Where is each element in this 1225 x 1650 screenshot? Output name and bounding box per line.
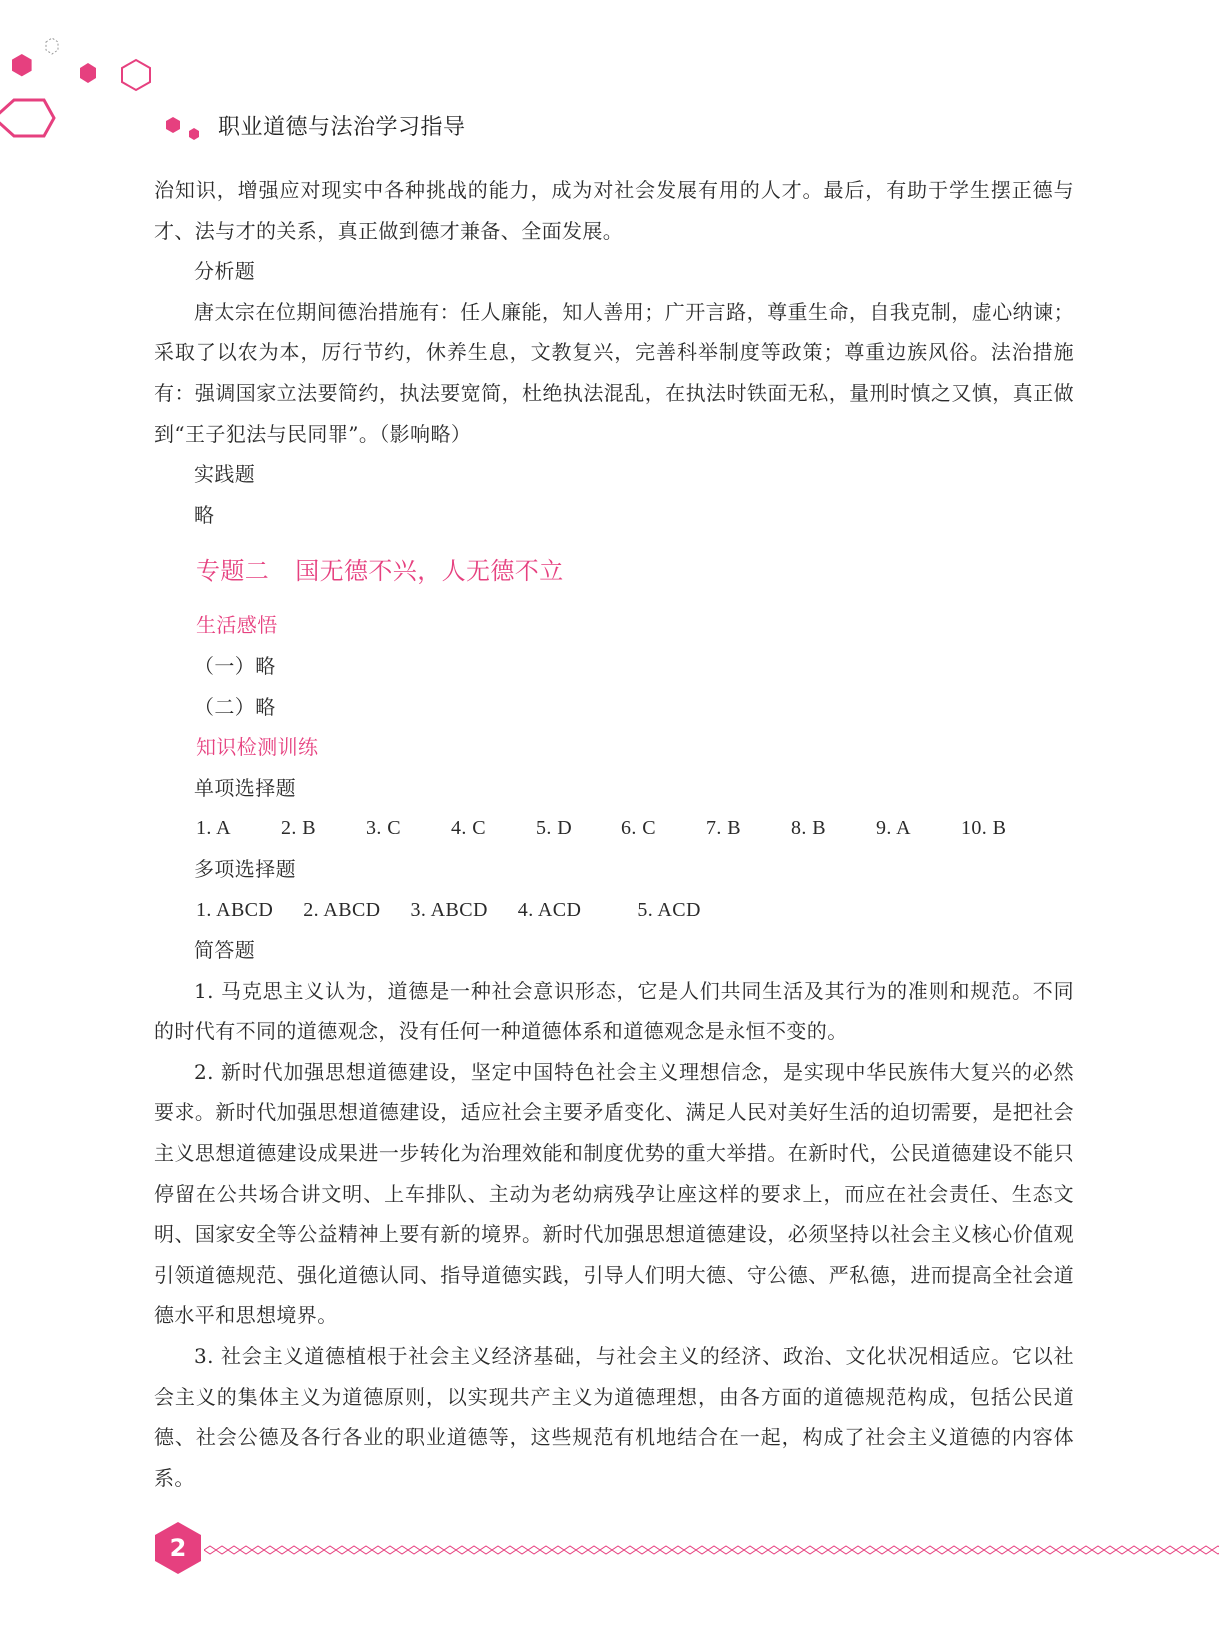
answer-item: 5. D [536,817,573,840]
answer-item: 5. ACD [637,898,701,921]
answer-item: 3. C [366,817,401,840]
chapter-title [196,545,1074,597]
analysis-answer: 唐太宗在位期间德治措施有：任人廉能，知人善用；广开言路，尊重生命，自我克制，虚心纳谏；采取了以农为本，厉行节约，休养生息，文教复兴，完善科举制度等政策；尊重边族风俗。法治措施有：强调国家立法要简约，执法要宽简，杜绝执法混乱，在执法时铁面无私，量刑时慎之又慎，真正做到“王子犯法与民同罪”。（影响略） [154,299,1074,446]
answer-item: 3. ABCD [410,898,488,921]
answer-item: 1. ABCD [196,898,274,921]
answer-item: 10. B [961,817,1007,840]
short-answer-heading: 简答题 [194,938,256,963]
knowledge-section-heading: 知识检测训练 [196,735,319,760]
short-answer-1: 1. 马克思主义认为，道德是一种社会意识形态，它是人们共同生活及其行为的准则和规范。不同的时代有不同的道德观念，没有任何一种道德体系和道德观念是永恒不变的。 [154,978,1074,1044]
answer-item: 6. C [621,817,656,840]
short-answer-3: 3. 社会主义道德植根于社会主义经济基础，与社会主义的经济、政治、文化状况相适应。它以社会主义的集体主义为道德原则，以实现共产主义为道德理想，由各方面的道德规范构成，包括公民道德、社会公德及各行各业的职业道德等，这些规范有机地结合在一起，构成了社会主义道德的内容体系。 [154,1344,1074,1490]
multi-choice-heading: 多项选择题 [194,856,296,881]
answer-item: 2. ABCD [303,898,381,921]
multi-choice-answers [154,890,1074,931]
answer-item: 8. B [791,817,826,840]
chapter-number: 专题二 [196,557,270,586]
answer-item: 4. C [451,817,486,840]
page-number-badge [150,1520,206,1576]
life-item: （二）略 [194,694,276,719]
answer-item: 9. A [876,817,911,840]
running-header-title: 职业道德与法治学习指导 [218,115,466,140]
answer-item: 7. B [706,817,741,840]
life-section-heading: 生活感悟 [196,613,278,638]
hexagon-decoration-icon [0,0,230,150]
page-content [154,170,1074,1498]
page-number: 2 [169,1534,187,1562]
chapter-name: 国无德不兴，人无德不立 [295,557,564,586]
single-choice-heading: 单项选择题 [194,775,296,800]
answer-item: 1. A [196,817,231,840]
answer-item: 2. B [281,817,316,840]
analysis-heading: 分析题 [194,259,256,284]
answer-item: 4. ACD [517,898,582,921]
life-item: （一）略 [194,653,276,678]
single-choice-answers [154,808,1074,849]
short-answer-2: 2. 新时代加强思想道德建设，坚定中国特色社会主义理想信念，是实现中华民族伟大复兴的必然要求。新时代加强思想道德建设，适应社会主要矛盾变化、满足人民对美好生活的迫切需要，是把社会主义思想道德建设成果进一步转化为治理效能和制度优势的重大举措。在新时代，公民道德建设不能只停留在公共场合讲文明、上车排队、主动为老幼病残孕让座这样的要求上，而应在社会责任、生态文明、国家安全等公益精神上要有新的境界。新时代加强思想道德建设，必须坚持以社会主义核心价值观引领道德规范、强化道德认同、指导道德实践，引导人们明大德、守公德、严私德，进而提高全社会道德水平和思想境界。 [154,1059,1074,1328]
chain-divider-icon [204,1545,1219,1555]
paragraph-continuation: 治知识，增强应对现实中各种挑战的能力，成为对社会发展有用的人才。最后，有助于学生摆正德与才、法与才的关系，真正做到德才兼备、全面发展。 [154,178,1074,243]
practice-answer: 略 [194,502,215,527]
practice-heading: 实践题 [194,462,256,487]
